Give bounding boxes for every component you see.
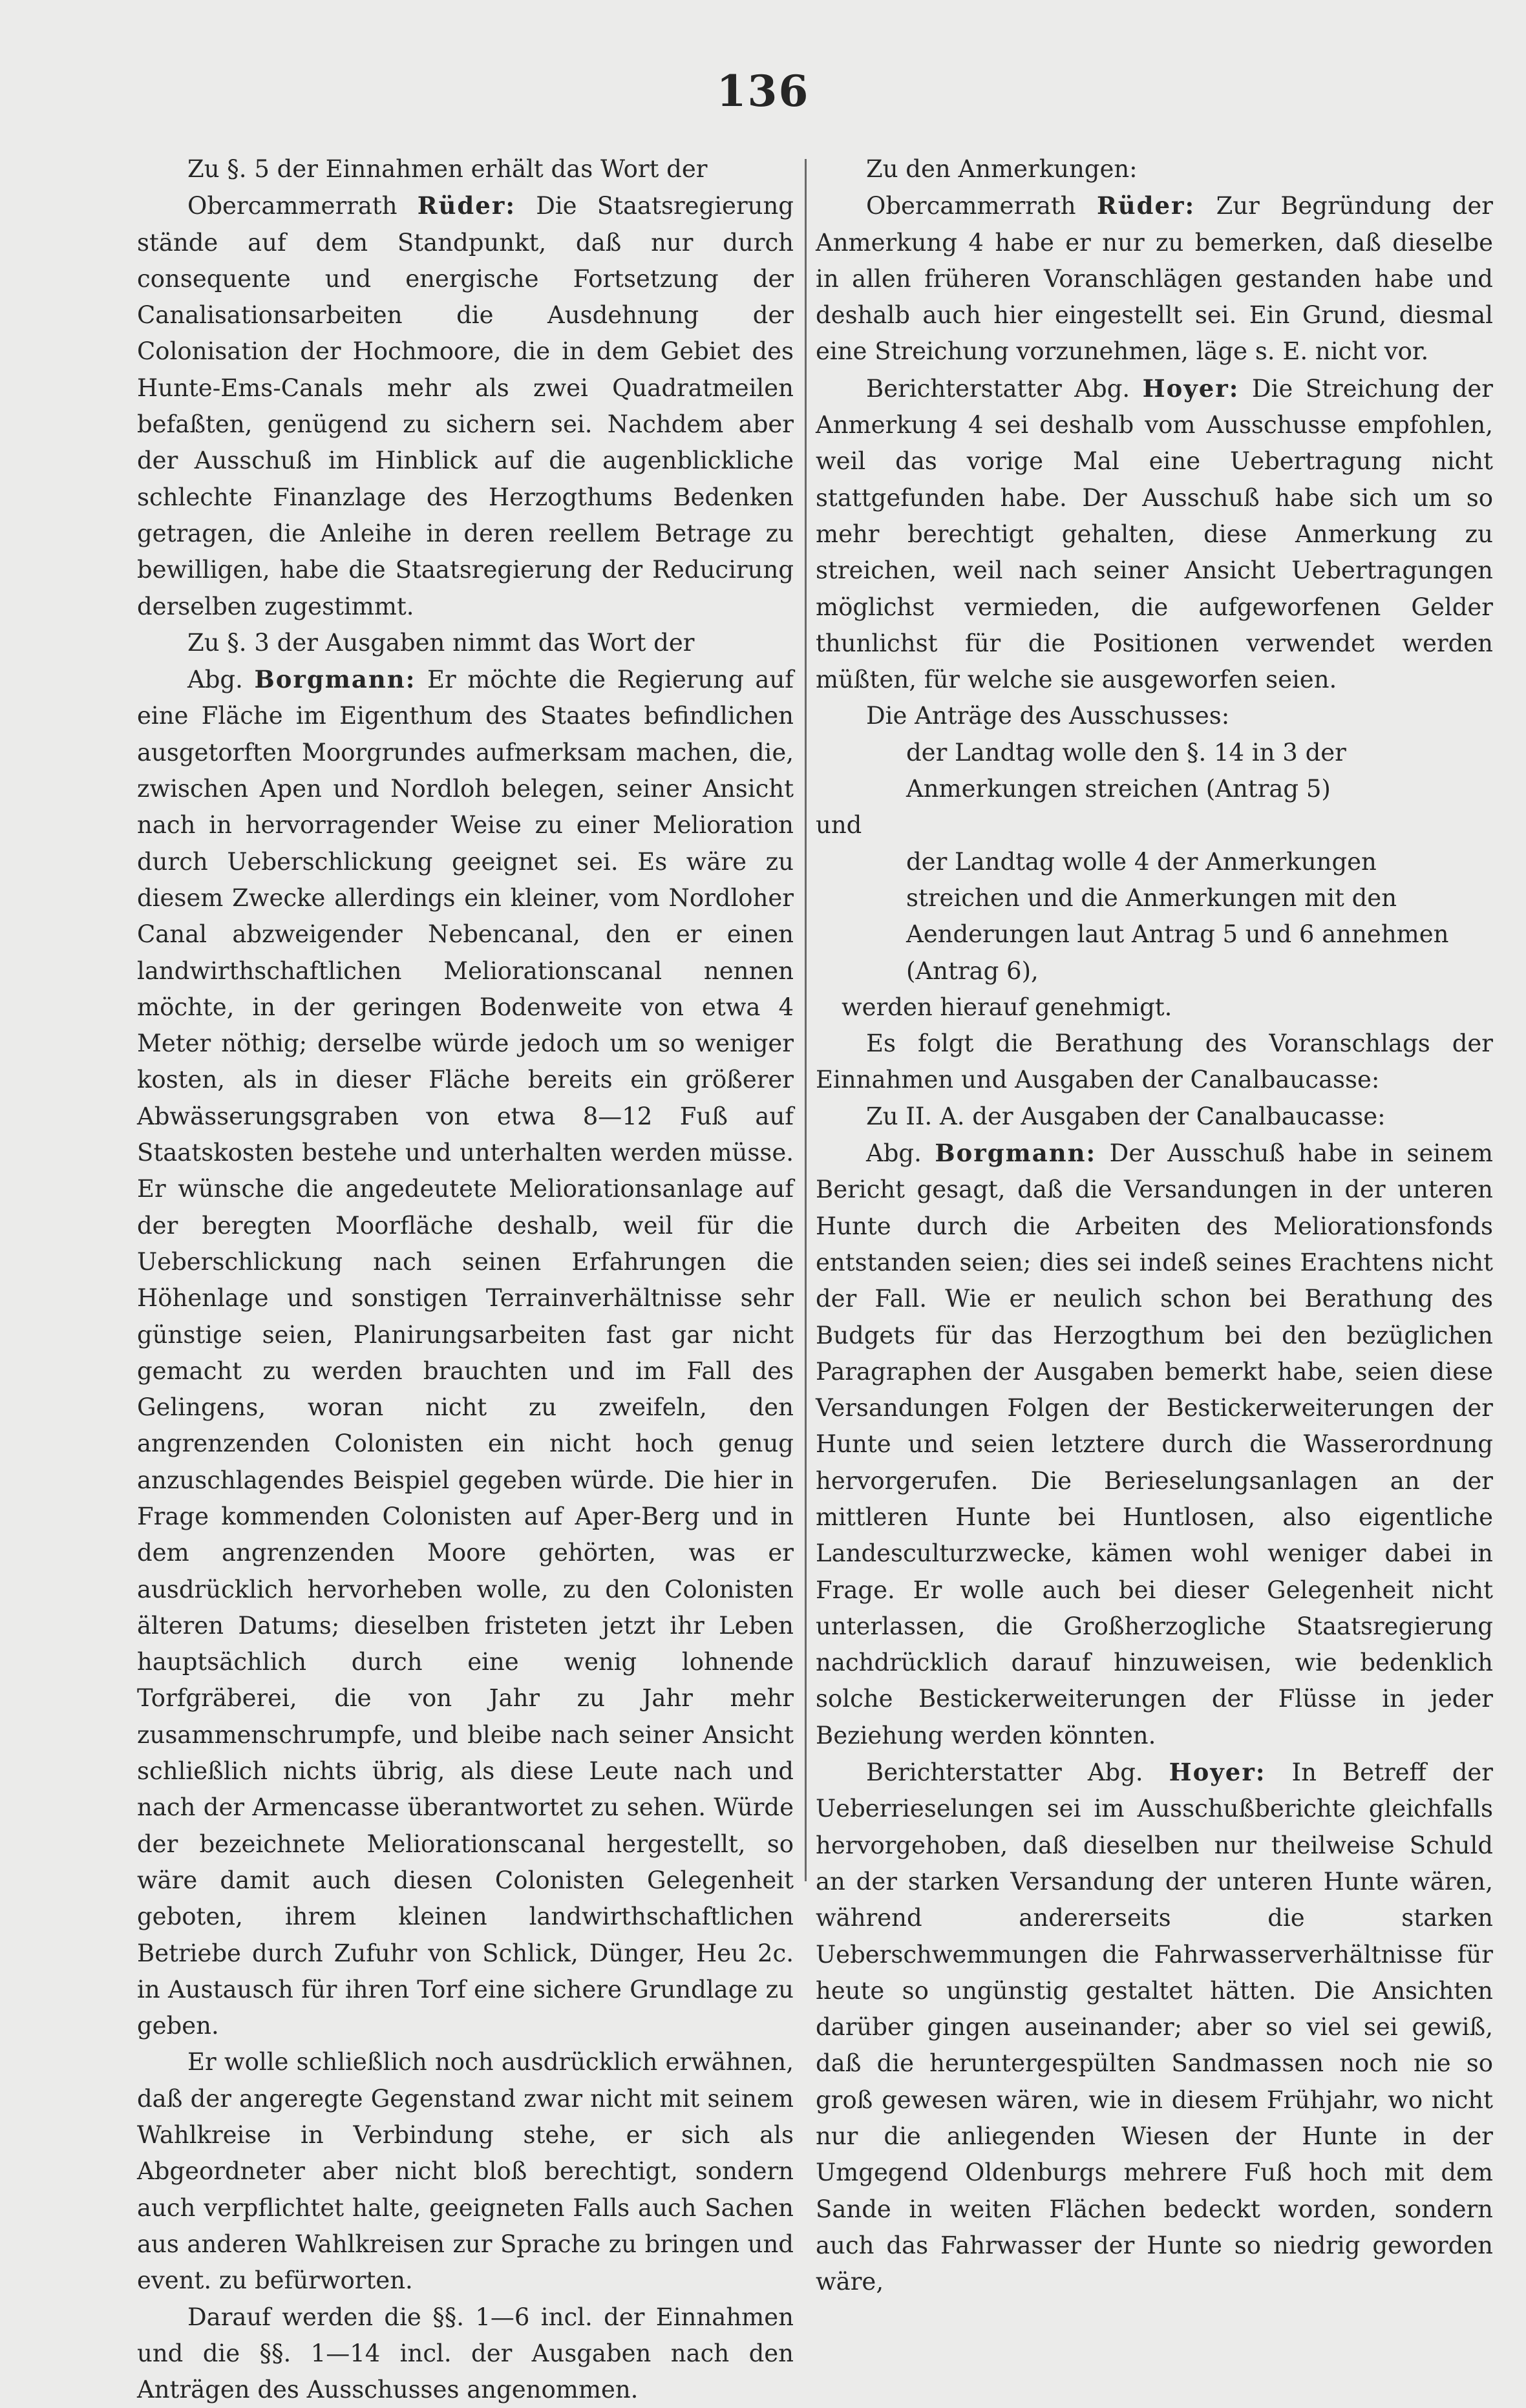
paragraph-text: Zu §. 5 der Einnahmen erhält das Wort der <box>187 155 708 183</box>
speaker-role: Berichterstatter Abg. <box>866 1758 1143 1787</box>
paragraph <box>137 187 794 625</box>
speaker-role: Obercammerrath <box>866 192 1076 220</box>
paragraph-text: und <box>816 811 862 840</box>
page-number: 136 <box>716 66 810 116</box>
left-column <box>137 151 794 2408</box>
paragraph-text: Es folgt die Berathung des Voranschlags der Einnahmen und Ausgaben der Canalbaucasse: <box>816 1030 1493 1094</box>
motion-item <box>906 844 1493 989</box>
paragraph-text: Er wolle schließlich noch ausdrücklich erwähnen, daß der angeregte Gegenstand zwar nicht mit seinem Wahlkreise in Verbindung stehe, er sich als Abgeordneter aber nicht bloß berechtigt, sondern auch verpflichtet halte, geeigneten Falls auch Sachen aus anderen Wahlkreisen zur Sprache zu bringen und event. zu befürworten. <box>137 2048 794 2295</box>
speaker-name: Borgmann: <box>254 665 416 694</box>
paragraph <box>137 151 794 187</box>
speaker-name: Borgmann: <box>935 1139 1097 1168</box>
paragraph-text: Der Ausschuß habe in seinem Bericht gesagt, daß die Versandungen in der unteren Hunte durch die Arbeiten des Meliorationsfonds entstanden seien; dies sei indeß seines Erachtens nicht der Fall. Wie er neulich schon bei Berathung des Budgets für das Herzogthum bei den bezüglichen Paragraphen der Ausgaben bemerkt habe, seien diese Versandungen Folgen der Bestickerweiterungen der Hunte und seien letztere durch die Wasserordnung hervorgerufen. Die Berieselungsanlagen an der mittleren Hunte bei Huntlosen, also eigentliche Landesculturzwecke, kämen wohl weniger dabei in Frage. Er wolle auch bei dieser Gelegenheit nicht unterlassen, die Großherzogliche Staatsregierung nachdrücklich darauf hinzuweisen, wie bedenklich solche Bestickerweiterungen der Flüsse in jeder Beziehung werden könnten. <box>816 1139 1493 1749</box>
right-column <box>816 151 1493 2301</box>
paragraph-text: Zu den Anmerkungen: <box>866 155 1138 183</box>
paragraph <box>816 1754 1493 2300</box>
paragraph-text: Er möchte die Regierung auf eine Fläche im Eigenthum des Staates befindlichen ausgetorften Moorgrundes aufmerksam machen, die, zwischen Apen und Nordloh belegen, seiner Ansicht nach in hervorragender Weise zu einer Melioration durch Ueberschlickung geeignet sei. Es wäre zu diesem Zwecke allerdings ein kleiner, vom Nordloher Canal abzweigender Nebencanal, den er einen landwirthschaftlichen Meliorationscanal nennen möchte, in der geringen Bodenweite von etwa 4 Meter nöthig; derselbe würde jedoch um so weniger kosten, als in dieser Fläche bereits ein größerer Abwässerungsgraben von etwa 8—12 Fuß auf Staatskosten bestehe und unterhalten werden müsse. Er wünsche die angedeutete Meliorationsanlage auf der beregten Moorfläche deshalb, weil für die Ueberschlickung nach seinen Erfahrungen die Höhenlage und sonstigen Terrainverhältnisse sehr günstige seien, Planirungsarbeiten fast gar nicht gemacht zu werden brauchten und im Fall des Gelingens, woran nicht zu zweifeln, den angrenzenden Colonisten ein nicht hoch genug anzuschlagendes Beispiel gegeben würde. Die hier in Frage kommenden Colonisten auf Aper-Berg und in dem angrenzenden Moore gehörten, was er ausdrücklich hervorheben wolle, zu den Colonisten älteren Datums; dieselben fristeten jetzt ihr Leben hauptsächlich durch eine wenig lohnende Torfgräberei, die von Jahr zu Jahr mehr zusammenschrumpfe, und bleibe nach seiner Ansicht schließlich nichts übrig, als diese Leute nach und nach der Armencasse überantwortet zu sehen. Würde der bezeichnete Meliorationscanal hergestellt, so wäre damit auch diesen Colonisten Gelegenheit geboten, ihrem kleinen landwirthschaftlichen Betriebe durch Zufuhr von Schlick, Dünger, Heu 2c. in Austausch für ihren Torf eine sichere Grundlage zu geben. <box>137 666 794 2040</box>
paragraph <box>816 1099 1493 1135</box>
paragraph <box>137 2044 794 2299</box>
paragraph <box>816 187 1493 370</box>
paragraph <box>816 1026 1493 1099</box>
paragraph-text: Zur Begründung der Anmerkung 4 habe er nur zu bemerken, daß dieselbe in allen früheren Voranschlägen gestanden habe und deshalb auch hier eingestellt sei. Ein Grund, diesmal eine Streichung vorzunehmen, läge s. E. nicht vor. <box>816 192 1493 366</box>
paragraph <box>816 1135 1493 1754</box>
paragraph <box>137 2299 794 2408</box>
speaker-role: Abg. <box>866 1139 922 1168</box>
column-divider <box>805 159 807 1881</box>
speaker-name: Rüder: <box>417 191 516 220</box>
paragraph <box>816 807 1493 843</box>
paragraph-text: In Betreff der Ueberrieselungen sei im Ausschußberichte gleichfalls hervorgehoben, daß dieselben nur theilweise Schuld an der starken Versandung der unteren Hunte wären, während andererseits die starken Ueberschwemmungen die Fahrwasserverhältnisse für heute so ungünstig gestaltet hätten. Die Ansichten darüber gingen auseinander; aber so viel sei gewiß, daß die heruntergespülten Sandmassen noch nie so groß gewesen wären, wie in diesem Frühjahr, wo nicht nur die anliegenden Wiesen der Hunte in der Umgegend Oldenburgs mehrere Fuß hoch mit dem Sande in weiten Flächen bedeckt worden, sondern auch das Fahrwasser der Hunte so niedrig geworden wäre, <box>816 1758 1493 2296</box>
paragraph-text: Zu §. 3 der Ausgaben nimmt das Wort der <box>187 628 695 657</box>
speaker-role: Abg. <box>187 666 243 694</box>
paragraph <box>137 625 794 661</box>
speaker-role: Obercammerrath <box>187 192 397 220</box>
motion-item <box>906 735 1493 808</box>
paragraph <box>137 661 794 2044</box>
speaker-role: Berichterstatter Abg. <box>866 374 1130 403</box>
speaker-name: Hoyer: <box>1169 1758 1266 1787</box>
paragraph <box>816 698 1493 734</box>
paragraph-text: werden hierauf genehmigt. <box>842 993 1172 1021</box>
paragraph-text: Die Streichung der Anmerkung 4 sei deshalb vom Ausschusse empfohlen, weil das vorige Mal eine Uebertragung nicht stattgefunden habe. Der Ausschuß habe sich um so mehr berechtigt gehalten, diese Anmerkung zu streichen, weil nach seiner Ansicht Uebertragungen möglichst vermieden, die aufgeworfenen Gelder thunlichst für die Positionen verwendet werden müßten, für welche sie ausgeworfen seien. <box>816 374 1493 694</box>
paragraph-text: der Landtag wolle 4 der Anmerkungen streichen und die Anmerkungen mit den Aenderungen laut Antrag 5 und 6 annehmen (Antrag 6), <box>906 847 1449 985</box>
speaker-name: Hoyer: <box>1142 374 1240 403</box>
paragraph-text: Zu II. A. der Ausgaben der Canalbaucasse: <box>866 1102 1386 1130</box>
paragraph-text: Die Staatsregierung stände auf dem Standpunkt, daß nur durch consequente und energische Fortsetzung der Canalisationsarbeiten die Ausdehnung der Colonisation der Hochmoore, die in dem Gebiet des Hunte-Ems-Canals mehr als zwei Quadratmeilen befaßten, genügend zu sichern sei. Nachdem aber der Ausschuß im Hinblick auf die augenblickliche schlechte Finanzlage des Herzogthums Bedenken getragen, die Anleihe in deren reellem Betrage zu bewilligen, habe die Staatsregierung der Reducirung derselben zugestimmt. <box>137 192 794 620</box>
paragraph <box>842 989 1493 1026</box>
paragraph <box>816 370 1493 699</box>
paragraph <box>816 151 1493 187</box>
speaker-name: Rüder: <box>1096 191 1196 220</box>
paragraph-text: Darauf werden die §§. 1—6 incl. der Einnahmen und die §§. 1—14 incl. der Ausgaben nach den Anträgen des Ausschusses angenommen. <box>137 2303 794 2404</box>
paragraph-text: Die Anträge des Ausschusses: <box>866 702 1230 730</box>
paragraph-text: der Landtag wolle den §. 14 in 3 der Anmerkungen streichen (Antrag 5) <box>906 738 1346 803</box>
